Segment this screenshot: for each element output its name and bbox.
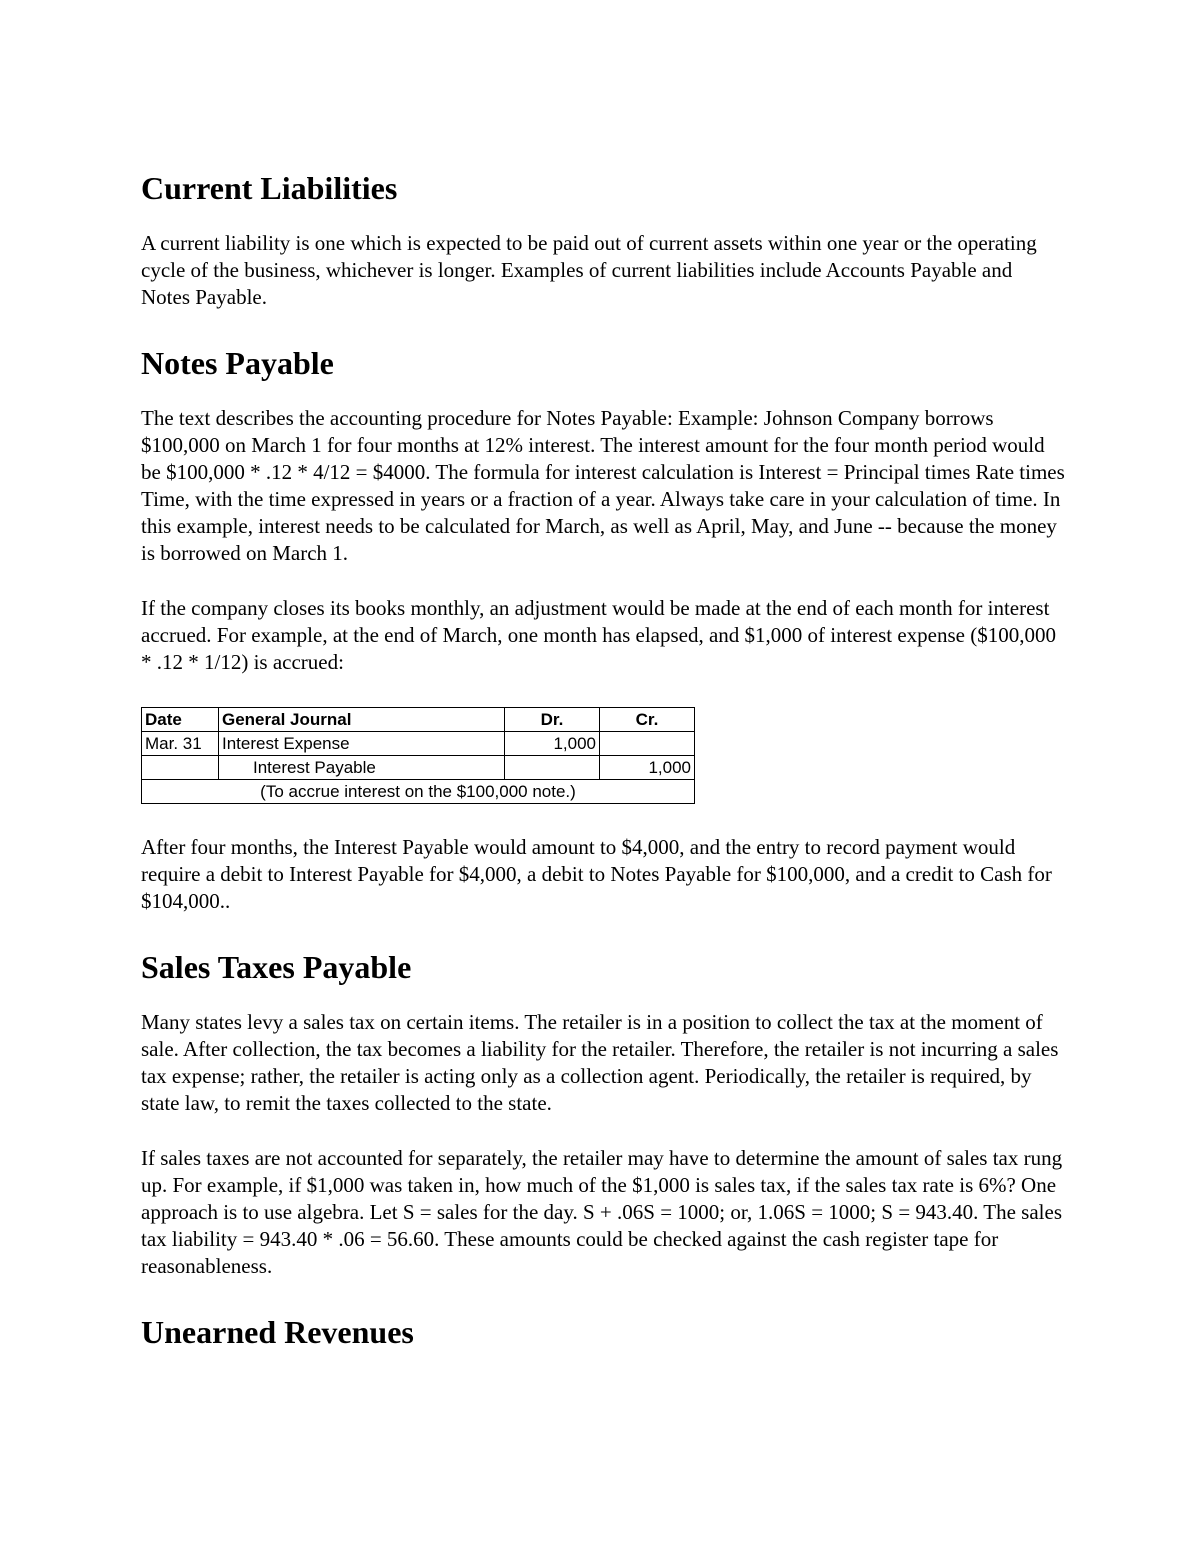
paragraph-notes-payable-example: The text describes the accounting procedure for Notes Payable: Example: Johnson Company borrows $100,000 on March 1 for four months at 12% interest. The interest amount for the four month period would be $100,000 * .12 * 4/12 = $4000. The formula for interest calculation is Interest = Principal times Rate times Time, with the time expressed in years or a fraction of a year. Always take care in your calculation of time. In this example, interest needs to be calculated for March, as well as April, May, and June -- because the money is borrowed on March 1. xyxy=(141,406,1065,565)
journal-header-row xyxy=(142,708,695,732)
journal-cell-credit xyxy=(600,732,695,756)
journal-cell-credit: 1,000 xyxy=(600,756,695,780)
heading-current-liabilities: Current Liabilities xyxy=(141,170,398,206)
journal-cell-account: Interest Payable xyxy=(219,756,505,780)
journal-header-description: General Journal xyxy=(219,708,505,732)
journal-header-date: Date xyxy=(142,708,219,732)
journal-row xyxy=(142,732,695,756)
journal-memo: (To accrue interest on the $100,000 note.) xyxy=(142,780,695,804)
journal-header-debit: Dr. xyxy=(505,708,600,732)
journal-row xyxy=(142,756,695,780)
journal-cell-account: Interest Expense xyxy=(219,732,505,756)
heading-notes-payable: Notes Payable xyxy=(141,345,334,381)
journal-table xyxy=(141,707,695,804)
journal-cell-debit xyxy=(505,756,600,780)
heading-unearned-revenues: Unearned Revenues xyxy=(141,1314,414,1350)
paragraph-sales-taxes-example: If sales taxes are not accounted for separately, the retailer may have to determine the amount of sales tax rung up. For example, if $1,000 was taken in, how much of the $1,000 is sales tax, if the sales tax rate is 6%? One approach is to use algebra. Let S = sales for the day. S + .06S = 1000; or, 1.06S = 1000; S = 943.40. The sales tax liability = 943.40 * .06 = 56.60. These amounts could be checked against the cash register tape for reasonableness. xyxy=(141,1146,1063,1278)
journal-memo-row xyxy=(142,780,695,804)
paragraph-notes-payable-accrual: If the company closes its books monthly, an adjustment would be made at the end of each month for interest accrued. For example, at the end of March, one month has elapsed, and $1,000 of interest expense ($100,000 * .12 * 1/12) is accrued: xyxy=(141,596,1056,674)
journal-cell-debit: 1,000 xyxy=(505,732,600,756)
heading-sales-taxes-payable: Sales Taxes Payable xyxy=(141,949,412,985)
paragraph-current-liabilities: A current liability is one which is expected to be paid out of current assets within one year or the operating cycle of the business, whichever is longer. Examples of current liabilities include Accounts Payable and Notes Payable. xyxy=(141,231,1037,309)
journal-cell-date: Mar. 31 xyxy=(142,732,219,756)
paragraph-notes-payable-payment: After four months, the Interest Payable would amount to $4,000, and the entry to record payment would require a debit to Interest Payable for $4,000, a debit to Notes Payable for $100,000, and a credit to Cash for $104,000.. xyxy=(141,835,1052,913)
journal-cell-date xyxy=(142,756,219,780)
journal-header-credit: Cr. xyxy=(600,708,695,732)
document-page xyxy=(141,168,1066,1352)
paragraph-sales-taxes-intro: Many states levy a sales tax on certain items. The retailer is in a position to collect the tax at the moment of sale. After collection, the tax becomes a liability for the retailer. Therefore, the retailer is not incurring a sales tax expense; rather, the retailer is acting only as a collection agent. Periodically, the retailer is required, by state law, to remit the taxes collected to the state. xyxy=(141,1010,1059,1115)
